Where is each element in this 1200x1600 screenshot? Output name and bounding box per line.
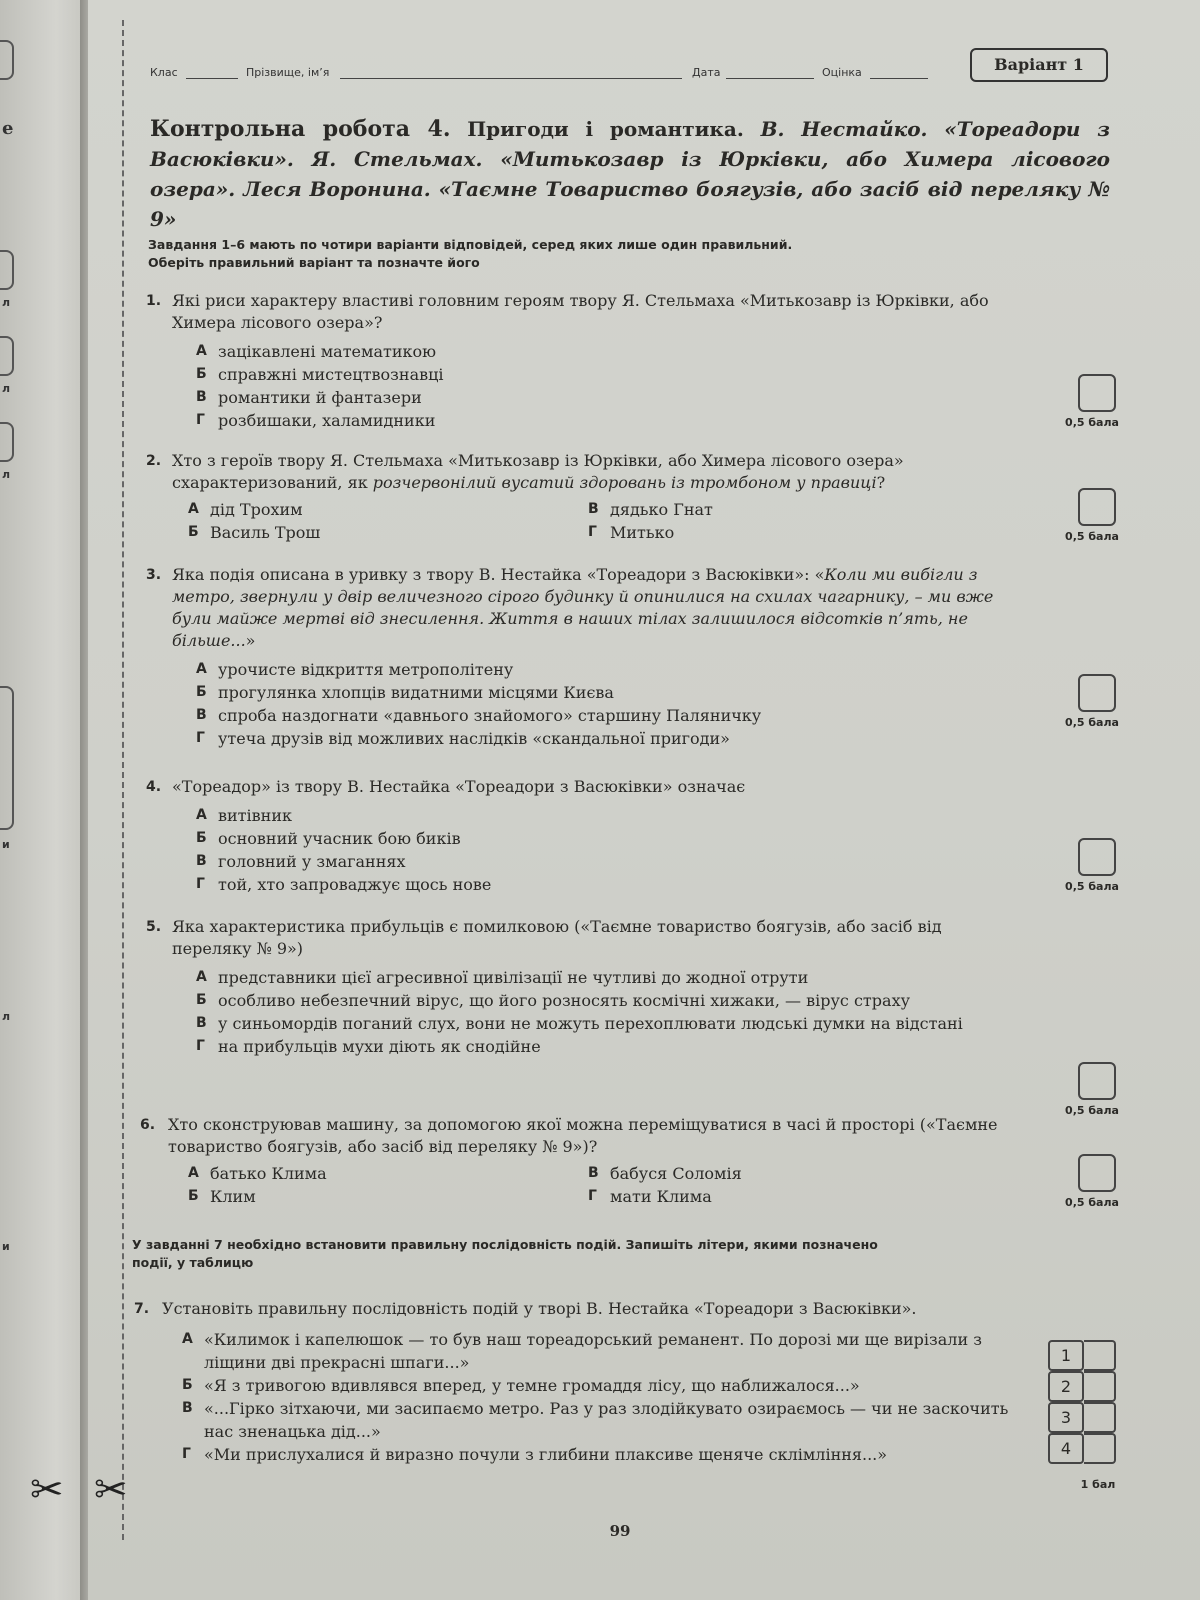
option-letter: Б [188, 524, 199, 540]
question-text: Хто сконструював машину, за допомогою якої можна переміщуватися в часі й просторі («Таємне товариство боягузів, або засіб від переляку № 9»)? [168, 1115, 998, 1156]
answer-box-4[interactable] [1078, 838, 1116, 876]
question-2 [140, 450, 1020, 544]
answer-option[interactable] [196, 966, 1020, 989]
sequence-answer-cell[interactable] [1084, 1402, 1116, 1433]
option-letter: Г [588, 1188, 597, 1204]
question-7 [132, 1298, 1032, 1466]
option-letter: А [188, 1165, 199, 1181]
question-text: Які риси характеру властиві головним героям твору Я. Стельмаха «Митькозавр із Юрківки, або Химера лісового озера»? [172, 291, 989, 332]
option-letter: А [196, 969, 207, 985]
left-page-fragment: и [2, 1240, 10, 1253]
option-letter: А [196, 343, 207, 359]
question-6 [140, 1114, 1020, 1208]
answer-option[interactable] [188, 1162, 588, 1185]
date-field[interactable] [726, 78, 814, 79]
option-text: прогулянка хлопців видатними місцями Києва [218, 683, 614, 702]
name-field[interactable] [340, 78, 682, 79]
option-text: «...Гірко зітхаючи, ми засипаємо метро. Раз у раз злодійкувато озираємось — чи не заскочить нас зненацька дід...» [204, 1399, 1009, 1441]
left-page-box [0, 422, 14, 462]
option-text: дід Трохим [210, 500, 303, 519]
question-number: 4. [146, 779, 162, 795]
sequence-row [1048, 1371, 1118, 1402]
option-text: «Килимок і капелюшок — то був наш тореадорський реманент. По дорозі ми ще вирізали з ліщини дві прекрасні шпаги...» [204, 1330, 982, 1372]
option-text: спроба наздогнати «давнього знайомого» старшину Паляничку [218, 706, 762, 725]
left-page-box [0, 336, 14, 376]
left-page-fragment: л [2, 1010, 11, 1023]
scissors-icon: ✂ [30, 1467, 64, 1513]
option-letter: В [196, 1015, 207, 1031]
question-text-quote: розчервонілий вусатий здоровань із тромбоном у правиці [372, 473, 877, 492]
option-letter: В [196, 853, 207, 869]
answer-option[interactable] [196, 409, 1020, 432]
option-text: витівник [218, 806, 292, 825]
score-label: 0,5 бала [1065, 1196, 1119, 1209]
option-text: утеча друзів від можливих наслідків «скандальної пригоди» [218, 729, 730, 748]
answer-box-5[interactable] [1078, 1062, 1116, 1100]
cut-line [122, 20, 124, 1540]
option-letter: В [196, 707, 207, 723]
student-info-header [150, 62, 940, 86]
option-letter: Б [188, 1188, 199, 1204]
option-letter: В [588, 501, 599, 517]
event-option [182, 1443, 1032, 1466]
sequence-answer-cell[interactable] [1084, 1371, 1116, 1402]
option-text: «Ми прислухалися й виразно почули з глибини плаксиве щеняче склімління...» [204, 1445, 888, 1464]
event-option [182, 1397, 1032, 1443]
answer-option[interactable] [188, 498, 588, 521]
grade-label: Оцінка [822, 66, 862, 79]
answer-option[interactable] [188, 521, 588, 544]
sequence-answer-table [1048, 1340, 1118, 1464]
option-text: мати Клима [610, 1187, 712, 1206]
score-label: 0,5 бала [1065, 530, 1119, 543]
left-page-fragment: и [2, 838, 10, 851]
test-title-topic: Пригоди і романтика. [467, 117, 744, 141]
answer-option[interactable] [196, 989, 1020, 1012]
answer-option[interactable] [188, 1185, 588, 1208]
answer-box-2[interactable] [1078, 488, 1116, 526]
page-number: 99 [609, 1522, 631, 1540]
name-label: Прізвище, ім’я [246, 66, 330, 79]
answer-option[interactable] [588, 1185, 988, 1208]
question-number: 3. [146, 567, 162, 583]
option-letter: А [196, 661, 207, 677]
answer-option[interactable] [588, 498, 988, 521]
answer-box-3[interactable] [1078, 674, 1116, 712]
option-letter: Б [182, 1377, 193, 1393]
question-number: 1. [146, 293, 162, 309]
left-page-fragment: л [2, 382, 11, 395]
option-text: основний учасник бою биків [218, 829, 461, 848]
option-text: головний у змаганнях [218, 852, 406, 871]
answer-option[interactable] [196, 704, 1020, 727]
option-text: той, хто запроваджує щось нове [218, 875, 492, 894]
class-label: Клас [150, 66, 178, 79]
question-text: Яка характеристика прибульців є помилковою («Таємне товариство боягузів, або засіб від переляку № 9») [172, 917, 942, 958]
test-title-works: В. Нестайко. «Тореадори з Васюківки». Я. Стельмах. «Митькозавр із Юрківки, або Химера лісового озера». Леся Воронина. «Таємне Товариство боягузів, або засіб від переляку № 9» [150, 117, 1111, 231]
option-text: Митько [610, 523, 675, 542]
score-label: 0,5 бала [1065, 1104, 1119, 1117]
question-4 [140, 776, 1020, 896]
option-text: Клим [210, 1187, 256, 1206]
question-text-end: » [245, 631, 256, 650]
question-1 [140, 290, 1020, 432]
event-option [182, 1374, 1032, 1397]
option-letter: А [196, 807, 207, 823]
option-letter: Г [588, 524, 597, 540]
answer-option[interactable] [196, 1035, 1020, 1058]
left-page-edge [0, 0, 80, 1600]
sequence-number: 1 [1048, 1340, 1084, 1371]
grade-field[interactable] [870, 78, 928, 79]
score-label: 0,5 бала [1065, 880, 1119, 893]
question-text-plain: Яка подія описана в уривку з твору В. Нестайка «Тореадори з Васюківки»: « [172, 565, 825, 584]
score-label: 0,5 бала [1065, 716, 1119, 729]
option-letter: Г [196, 876, 205, 892]
option-letter: А [182, 1331, 193, 1347]
question-text [172, 564, 1020, 652]
left-page-fragment: л [2, 468, 11, 481]
question-number: 5. [146, 919, 162, 935]
option-text: на прибульців мухи діють як снодійне [218, 1037, 541, 1056]
answer-option[interactable] [196, 363, 1020, 386]
instructions-line: У завданні 7 необхідно встановити правильну послідовність подій. Запишіть літери, якими позначено [132, 1237, 878, 1252]
option-letter: А [188, 501, 199, 517]
answer-option[interactable] [196, 850, 1020, 873]
score-label: 0,5 бала [1065, 416, 1119, 429]
option-text: особливо небезпечний вірус, що його розносять космічні хижаки, — вірус страху [218, 991, 910, 1010]
option-text: у синьомордів поганий слух, вони не можуть перехоплювати людські думки на відстані [218, 1014, 963, 1033]
answer-option[interactable] [196, 804, 1020, 827]
option-text: батько Клима [210, 1164, 327, 1183]
question-3 [140, 564, 1020, 750]
answer-option[interactable] [196, 681, 1020, 704]
answer-option[interactable] [196, 727, 1020, 750]
option-text: урочисте відкриття метрополітену [218, 660, 514, 679]
option-text: романтики й фантазери [218, 388, 422, 407]
score-label: 1 бал [1080, 1478, 1116, 1491]
option-letter: Г [196, 412, 205, 428]
class-field[interactable] [186, 78, 238, 79]
left-page-box [0, 250, 14, 290]
left-page-box [0, 686, 14, 830]
sequence-answer-cell[interactable] [1084, 1433, 1116, 1464]
option-letter: Г [196, 1038, 205, 1054]
option-text: розбишаки, халамидники [218, 411, 436, 430]
left-page-fragment: е [2, 118, 14, 139]
answer-option[interactable] [196, 873, 1020, 896]
answer-option[interactable] [196, 340, 1020, 363]
sequence-row [1048, 1340, 1118, 1371]
event-option [182, 1328, 1032, 1374]
question-number: 2. [146, 453, 162, 469]
question-text-plain: Хто з героїв твору Я. Стельмаха «Митькозавр із Юрківки, або Химера лісового озера» схарактеризований, як [172, 451, 904, 492]
answer-option[interactable] [588, 1162, 988, 1185]
option-letter: Г [196, 730, 205, 746]
question-text [172, 450, 1020, 494]
test-title-lead: Контрольна робота 4. [150, 116, 451, 142]
sequence-answer-cell[interactable] [1084, 1340, 1116, 1371]
question-text-quote: Коли ми вибігли з метро, звернули у двір величезного сірого будинку й опинилися на схилах чагарнику, – ми вже були майже мертві від знесилення. Життя в наших тілах залишилося відсотків п’ять, не більше... [172, 565, 994, 650]
question-text-end: ? [876, 473, 886, 492]
answer-box-6[interactable] [1078, 1154, 1116, 1192]
sequence-number: 2 [1048, 1371, 1084, 1402]
option-text: бабуся Соломія [610, 1164, 742, 1183]
question-number: 6. [140, 1117, 156, 1133]
answer-option[interactable] [196, 386, 1020, 409]
option-letter: Б [196, 684, 207, 700]
option-text: дядько Гнат [610, 500, 713, 519]
left-page-fragment: л [2, 296, 11, 309]
option-letter: Б [196, 830, 207, 846]
instructions-line: події, у таблицю [132, 1255, 254, 1270]
instructions-sequence [132, 1236, 1072, 1272]
option-text: Василь Трош [210, 523, 321, 542]
sequence-row [1048, 1402, 1118, 1433]
option-letter: Г [182, 1446, 191, 1462]
option-text: «Я з тривогою вдивлявся вперед, у темне громаддя лісу, що наближалося...» [204, 1376, 860, 1395]
sequence-number: 4 [1048, 1433, 1084, 1464]
answer-option[interactable] [588, 521, 988, 544]
variant-badge: Варіант 1 [970, 48, 1108, 82]
question-text: Установіть правильну послідовність подій у творі В. Нестайка «Тореадори з Васюківки». [162, 1299, 917, 1318]
option-letter: Б [196, 366, 207, 382]
question-text: «Тореадор» із твору В. Нестайка «Тореадори з Васюківки» означає [172, 777, 746, 796]
answer-option[interactable] [196, 1012, 1020, 1035]
instructions-single-choice [148, 236, 1088, 272]
scissors-icon: ✂ [94, 1467, 128, 1513]
answer-option[interactable] [196, 827, 1020, 850]
option-letter: В [196, 389, 207, 405]
date-label: Дата [692, 66, 721, 79]
answer-box-1[interactable] [1078, 374, 1116, 412]
test-title [150, 114, 1110, 234]
question-5 [140, 916, 1020, 1058]
option-text: справжні мистецтвознавці [218, 365, 444, 384]
instructions-line: Завдання 1–6 мають по чотири варіанти відповідей, серед яких лише один правильний. [148, 237, 793, 252]
instructions-line: Оберіть правильний варіант та позначте його [148, 255, 480, 270]
left-page-box [0, 40, 14, 80]
question-number: 7. [134, 1301, 150, 1317]
sequence-number: 3 [1048, 1402, 1084, 1433]
option-letter: В [182, 1400, 193, 1416]
option-letter: Б [196, 992, 207, 1008]
option-text: представники цієї агресивної цивілізації не чутливі до жодної отрути [218, 968, 809, 987]
option-letter: В [588, 1165, 599, 1181]
answer-option[interactable] [196, 658, 1020, 681]
option-text: зацікавлені математикою [218, 342, 437, 361]
sequence-row [1048, 1433, 1118, 1464]
